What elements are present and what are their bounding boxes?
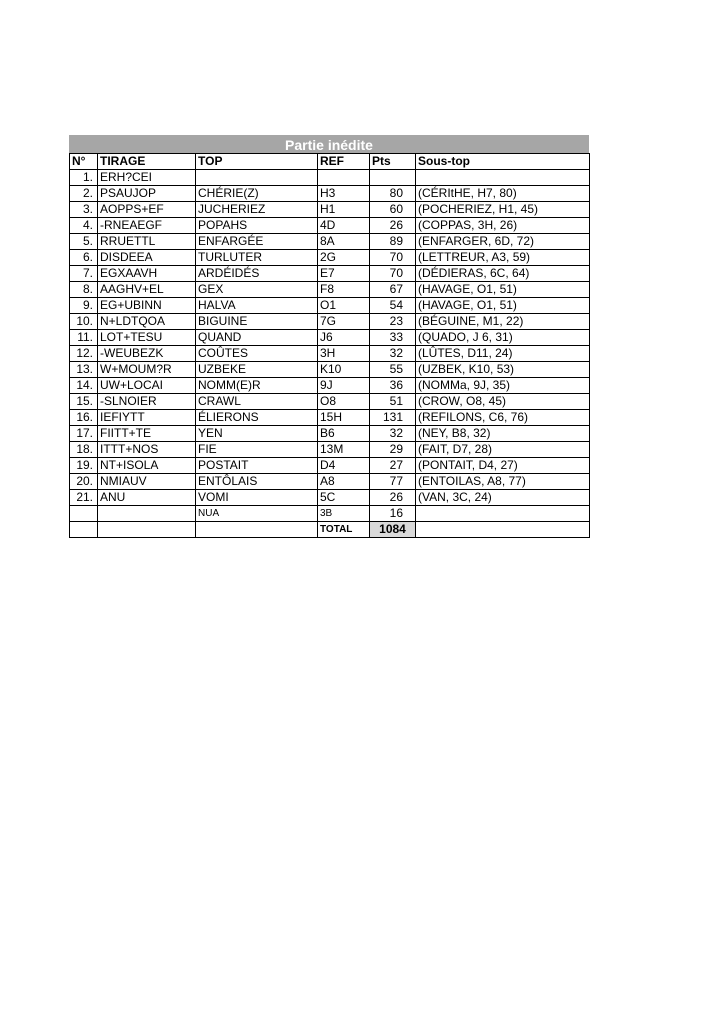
table-row — [70, 314, 590, 330]
row-top: ENFARGÉE — [196, 234, 318, 250]
row-top: VOMI — [196, 490, 318, 506]
row-top: CRAWL — [196, 394, 318, 410]
row-num: 14. — [70, 378, 98, 394]
row-ref: K10 — [318, 362, 370, 378]
table-row — [70, 426, 590, 442]
table-row — [70, 346, 590, 362]
row-pts — [370, 170, 416, 186]
row-ref: 8A — [318, 234, 370, 250]
row-num: 18. — [70, 442, 98, 458]
total-row-num — [70, 522, 98, 538]
row-tirage: LOT+TESU — [98, 330, 196, 346]
row-top: YEN — [196, 426, 318, 442]
row-pts: 32 — [370, 346, 416, 362]
table-row — [70, 394, 590, 410]
row-tirage: NMIAUV — [98, 474, 196, 490]
row-num: 12. — [70, 346, 98, 362]
table-row — [70, 410, 590, 426]
row-num: 21. — [70, 490, 98, 506]
table-row — [70, 218, 590, 234]
table-row — [70, 250, 590, 266]
last-row-sous-top — [416, 506, 590, 522]
header-num: N° — [70, 154, 98, 170]
row-num: 19. — [70, 458, 98, 474]
row-pts: 70 — [370, 266, 416, 282]
row-ref: H1 — [318, 202, 370, 218]
total-row-tirage — [98, 522, 196, 538]
row-pts: 60 — [370, 202, 416, 218]
row-pts: 67 — [370, 282, 416, 298]
table-row — [70, 362, 590, 378]
row-top: ENTÔLAIS — [196, 474, 318, 490]
row-pts: 80 — [370, 186, 416, 202]
total-row — [70, 522, 590, 538]
row-ref: O1 — [318, 298, 370, 314]
row-ref: 7G — [318, 314, 370, 330]
row-pts: 77 — [370, 474, 416, 490]
total-row-sous-top — [416, 522, 590, 538]
table-row — [70, 458, 590, 474]
row-tirage: AOPPS+EF — [98, 202, 196, 218]
row-num: 2. — [70, 186, 98, 202]
last-row-top: NUA — [196, 506, 318, 522]
row-ref: D4 — [318, 458, 370, 474]
table-row — [70, 186, 590, 202]
header-top: TOP — [196, 154, 318, 170]
last-row-num — [70, 506, 98, 522]
row-tirage: ITTT+NOS — [98, 442, 196, 458]
row-tirage: FIITT+TE — [98, 426, 196, 442]
table-row — [70, 170, 590, 186]
row-top — [196, 170, 318, 186]
row-ref: E7 — [318, 266, 370, 282]
table-body — [70, 170, 590, 538]
row-tirage: N+LDTQOA — [98, 314, 196, 330]
row-ref: 5C — [318, 490, 370, 506]
row-pts: 26 — [370, 218, 416, 234]
row-pts: 26 — [370, 490, 416, 506]
row-top: FIE — [196, 442, 318, 458]
last-row-tirage — [98, 506, 196, 522]
row-ref: 9J — [318, 378, 370, 394]
score-sheet — [69, 135, 589, 538]
row-sous-top: (HAVAGE, O1, 51) — [416, 282, 590, 298]
total-label: TOTAL — [318, 522, 370, 538]
row-tirage: -SLNOIER — [98, 394, 196, 410]
row-tirage: ERH?CEI — [98, 170, 196, 186]
table-row — [70, 378, 590, 394]
row-num: 15. — [70, 394, 98, 410]
row-sous-top — [416, 170, 590, 186]
row-pts: 32 — [370, 426, 416, 442]
row-top: NOMM(E)R — [196, 378, 318, 394]
row-top: CHÉRIE(Z) — [196, 186, 318, 202]
total-value: 1084 — [370, 522, 416, 538]
row-pts: 54 — [370, 298, 416, 314]
row-top: ÉLIERONS — [196, 410, 318, 426]
row-num: 17. — [70, 426, 98, 442]
row-top: HALVA — [196, 298, 318, 314]
row-top: POSTAIT — [196, 458, 318, 474]
table-row — [70, 442, 590, 458]
row-num: 8. — [70, 282, 98, 298]
row-tirage: RRUETTL — [98, 234, 196, 250]
row-top: COÛTES — [196, 346, 318, 362]
header-tirage: TIRAGE — [98, 154, 196, 170]
row-sous-top: (HAVAGE, O1, 51) — [416, 298, 590, 314]
row-top: JUCHERIEZ — [196, 202, 318, 218]
row-tirage: -RNEAEGF — [98, 218, 196, 234]
row-sous-top: (REFILONS, C6, 76) — [416, 410, 590, 426]
table-row — [70, 202, 590, 218]
row-ref: B6 — [318, 426, 370, 442]
table-row — [70, 234, 590, 250]
row-ref — [318, 170, 370, 186]
row-pts: 36 — [370, 378, 416, 394]
row-pts: 131 — [370, 410, 416, 426]
row-tirage: ANU — [98, 490, 196, 506]
row-top: TURLUTER — [196, 250, 318, 266]
results-table — [69, 153, 590, 538]
row-num: 9. — [70, 298, 98, 314]
row-tirage: EGXAAVH — [98, 266, 196, 282]
row-top: UZBEKE — [196, 362, 318, 378]
row-sous-top: (VAN, 3C, 24) — [416, 490, 590, 506]
row-sous-top: (DÉDIERAS, 6C, 64) — [416, 266, 590, 282]
row-pts: 33 — [370, 330, 416, 346]
row-ref: 13M — [318, 442, 370, 458]
row-sous-top: (COPPAS, 3H, 26) — [416, 218, 590, 234]
row-sous-top: (CROW, O8, 45) — [416, 394, 590, 410]
row-tirage: EG+UBINN — [98, 298, 196, 314]
row-pts: 70 — [370, 250, 416, 266]
last-row-pts: 16 — [370, 506, 416, 522]
row-top: BIGUINE — [196, 314, 318, 330]
row-sous-top: (LÛTES, D11, 24) — [416, 346, 590, 362]
row-pts: 23 — [370, 314, 416, 330]
row-num: 10. — [70, 314, 98, 330]
row-ref: A8 — [318, 474, 370, 490]
row-num: 13. — [70, 362, 98, 378]
header-row — [70, 154, 590, 170]
row-pts: 89 — [370, 234, 416, 250]
row-tirage: W+MOUM?R — [98, 362, 196, 378]
row-pts: 55 — [370, 362, 416, 378]
row-top: ARDÉIDÉS — [196, 266, 318, 282]
row-num: 5. — [70, 234, 98, 250]
row-sous-top: (LETTREUR, A3, 59) — [416, 250, 590, 266]
row-sous-top: (QUADO, J 6, 31) — [416, 330, 590, 346]
row-sous-top: (BÉGUINE, M1, 22) — [416, 314, 590, 330]
row-sous-top: (CÉRItHE, H7, 80) — [416, 186, 590, 202]
table-row — [70, 298, 590, 314]
row-ref: 4D — [318, 218, 370, 234]
header-pts: Pts — [370, 154, 416, 170]
row-tirage: PSAUJOP — [98, 186, 196, 202]
row-sous-top: (UZBEK, K10, 53) — [416, 362, 590, 378]
row-sous-top: (ENTOILAS, A8, 77) — [416, 474, 590, 490]
row-tirage: -WEUBEZK — [98, 346, 196, 362]
row-num: 1. — [70, 170, 98, 186]
row-ref: O8 — [318, 394, 370, 410]
row-tirage: UW+LOCAI — [98, 378, 196, 394]
row-pts: 51 — [370, 394, 416, 410]
row-pts: 27 — [370, 458, 416, 474]
row-sous-top: (NEY, B8, 32) — [416, 426, 590, 442]
table-row — [70, 282, 590, 298]
row-ref: 3H — [318, 346, 370, 362]
total-row-top — [196, 522, 318, 538]
row-tirage: AAGHV+EL — [98, 282, 196, 298]
row-num: 4. — [70, 218, 98, 234]
row-top: QUAND — [196, 330, 318, 346]
last-row-ref: 3B — [318, 506, 370, 522]
row-sous-top: (PONTAIT, D4, 27) — [416, 458, 590, 474]
row-pts: 29 — [370, 442, 416, 458]
row-ref: F8 — [318, 282, 370, 298]
header-sous-top: Sous-top — [416, 154, 590, 170]
row-sous-top: (NOMMa, 9J, 35) — [416, 378, 590, 394]
row-sous-top: (ENFARGER, 6D, 72) — [416, 234, 590, 250]
row-tirage: IEFIYTT — [98, 410, 196, 426]
sheet-title: Partie inédite — [69, 135, 589, 153]
row-top: GEX — [196, 282, 318, 298]
table-row — [70, 330, 590, 346]
row-ref: 15H — [318, 410, 370, 426]
row-ref: H3 — [318, 186, 370, 202]
row-sous-top: (POCHERIEZ, H1, 45) — [416, 202, 590, 218]
row-ref: J6 — [318, 330, 370, 346]
row-num: 16. — [70, 410, 98, 426]
row-num: 20. — [70, 474, 98, 490]
last-row — [70, 506, 590, 522]
row-num: 7. — [70, 266, 98, 282]
row-sous-top: (FAIT, D7, 28) — [416, 442, 590, 458]
row-num: 6. — [70, 250, 98, 266]
table-row — [70, 266, 590, 282]
row-num: 3. — [70, 202, 98, 218]
table-row — [70, 490, 590, 506]
row-top: POPAHS — [196, 218, 318, 234]
row-ref: 2G — [318, 250, 370, 266]
row-tirage: NT+ISOLA — [98, 458, 196, 474]
row-num: 11. — [70, 330, 98, 346]
header-ref: REF — [318, 154, 370, 170]
row-tirage: DISDEEA — [98, 250, 196, 266]
table-row — [70, 474, 590, 490]
